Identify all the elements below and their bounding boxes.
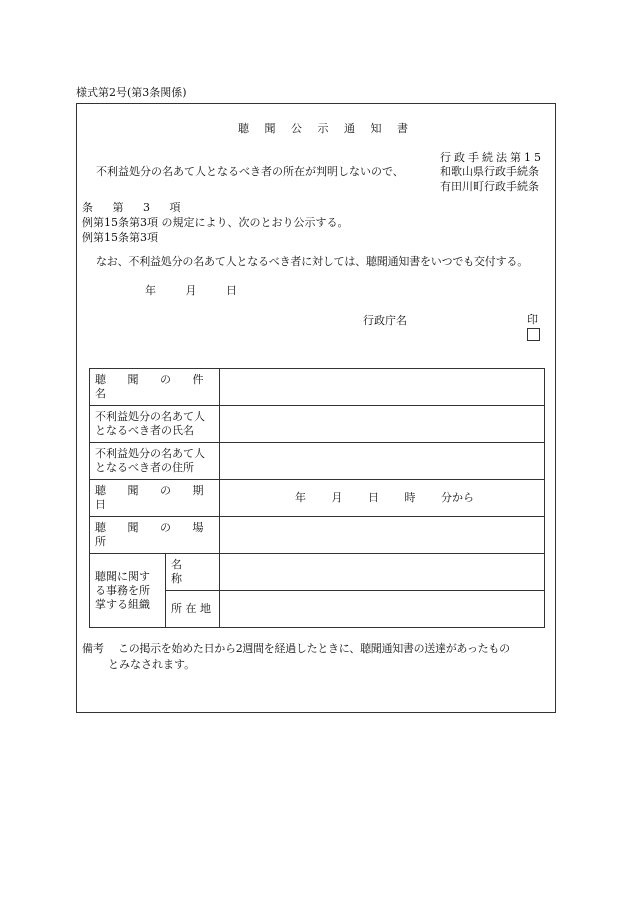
- person-name-value[interactable]: [220, 406, 545, 443]
- org-label: 聴聞に関す る事務を所 掌する組織: [90, 554, 166, 628]
- agency-label: 行政庁名: [363, 314, 407, 327]
- form-label: 様式第2号(第3条関係): [76, 86, 187, 99]
- seal-box[interactable]: [527, 328, 540, 341]
- law-ref-2: 和歌山県行政手続条: [440, 165, 539, 178]
- table-row: [90, 517, 545, 554]
- seal-label: 印: [527, 313, 538, 326]
- info-table: [89, 368, 545, 628]
- table-row: [90, 554, 545, 591]
- person-address-value[interactable]: [220, 443, 545, 480]
- table-row: [90, 480, 545, 517]
- document-title: 聴 聞 公 示 通 知 書: [238, 122, 414, 135]
- hearing-date-value[interactable]: 年 月 日 時 分から: [220, 480, 545, 517]
- date-line: 年 月 日: [145, 284, 237, 297]
- note-text: なお、不利益処分の名あて人となるべき者に対しては、聴聞通知書をいつでも交付する。: [96, 255, 528, 268]
- law-ref-1: 行政手続法第15: [440, 151, 544, 164]
- intro-text: 不利益処分の名あて人となるべき者の所在が判明しないので、: [96, 165, 404, 178]
- hearing-date-label: 聴 聞 の 期 日: [90, 480, 220, 517]
- person-name-label: 不利益処分の名あて人 となるべき者の氏名: [90, 406, 220, 443]
- remarks-line-2: とみなされます。: [108, 658, 196, 671]
- table-row: [90, 443, 545, 480]
- hearing-place-label: 聴 聞 の 場 所: [90, 517, 220, 554]
- org-name-label: 名 称: [166, 554, 220, 591]
- org-location-label: 所 在 地: [166, 591, 220, 628]
- ref-line-3: 例第15条第3項: [82, 231, 158, 244]
- org-name-value[interactable]: [220, 554, 545, 591]
- org-location-value[interactable]: [220, 591, 545, 628]
- law-ref-3: 有田川町行政手続条: [440, 180, 539, 193]
- table-row: [90, 369, 545, 406]
- case-name-value[interactable]: [220, 369, 545, 406]
- remarks-line-1: この掲示を始めた日から2週間を経過したときに、聴聞通知書の送達があったもの: [118, 642, 510, 655]
- ref-line-2: 例第15条第3項 の規定により、次のとおり公示する。: [82, 216, 349, 229]
- table-row: [90, 406, 545, 443]
- case-name-label: 聴 聞 の 件 名: [90, 369, 220, 406]
- hearing-place-value[interactable]: [220, 517, 545, 554]
- remarks-label: 備考: [82, 642, 104, 655]
- person-address-label: 不利益処分の名あて人 となるべき者の住所: [90, 443, 220, 480]
- ref-line-1: 条 第 3 項: [82, 201, 189, 214]
